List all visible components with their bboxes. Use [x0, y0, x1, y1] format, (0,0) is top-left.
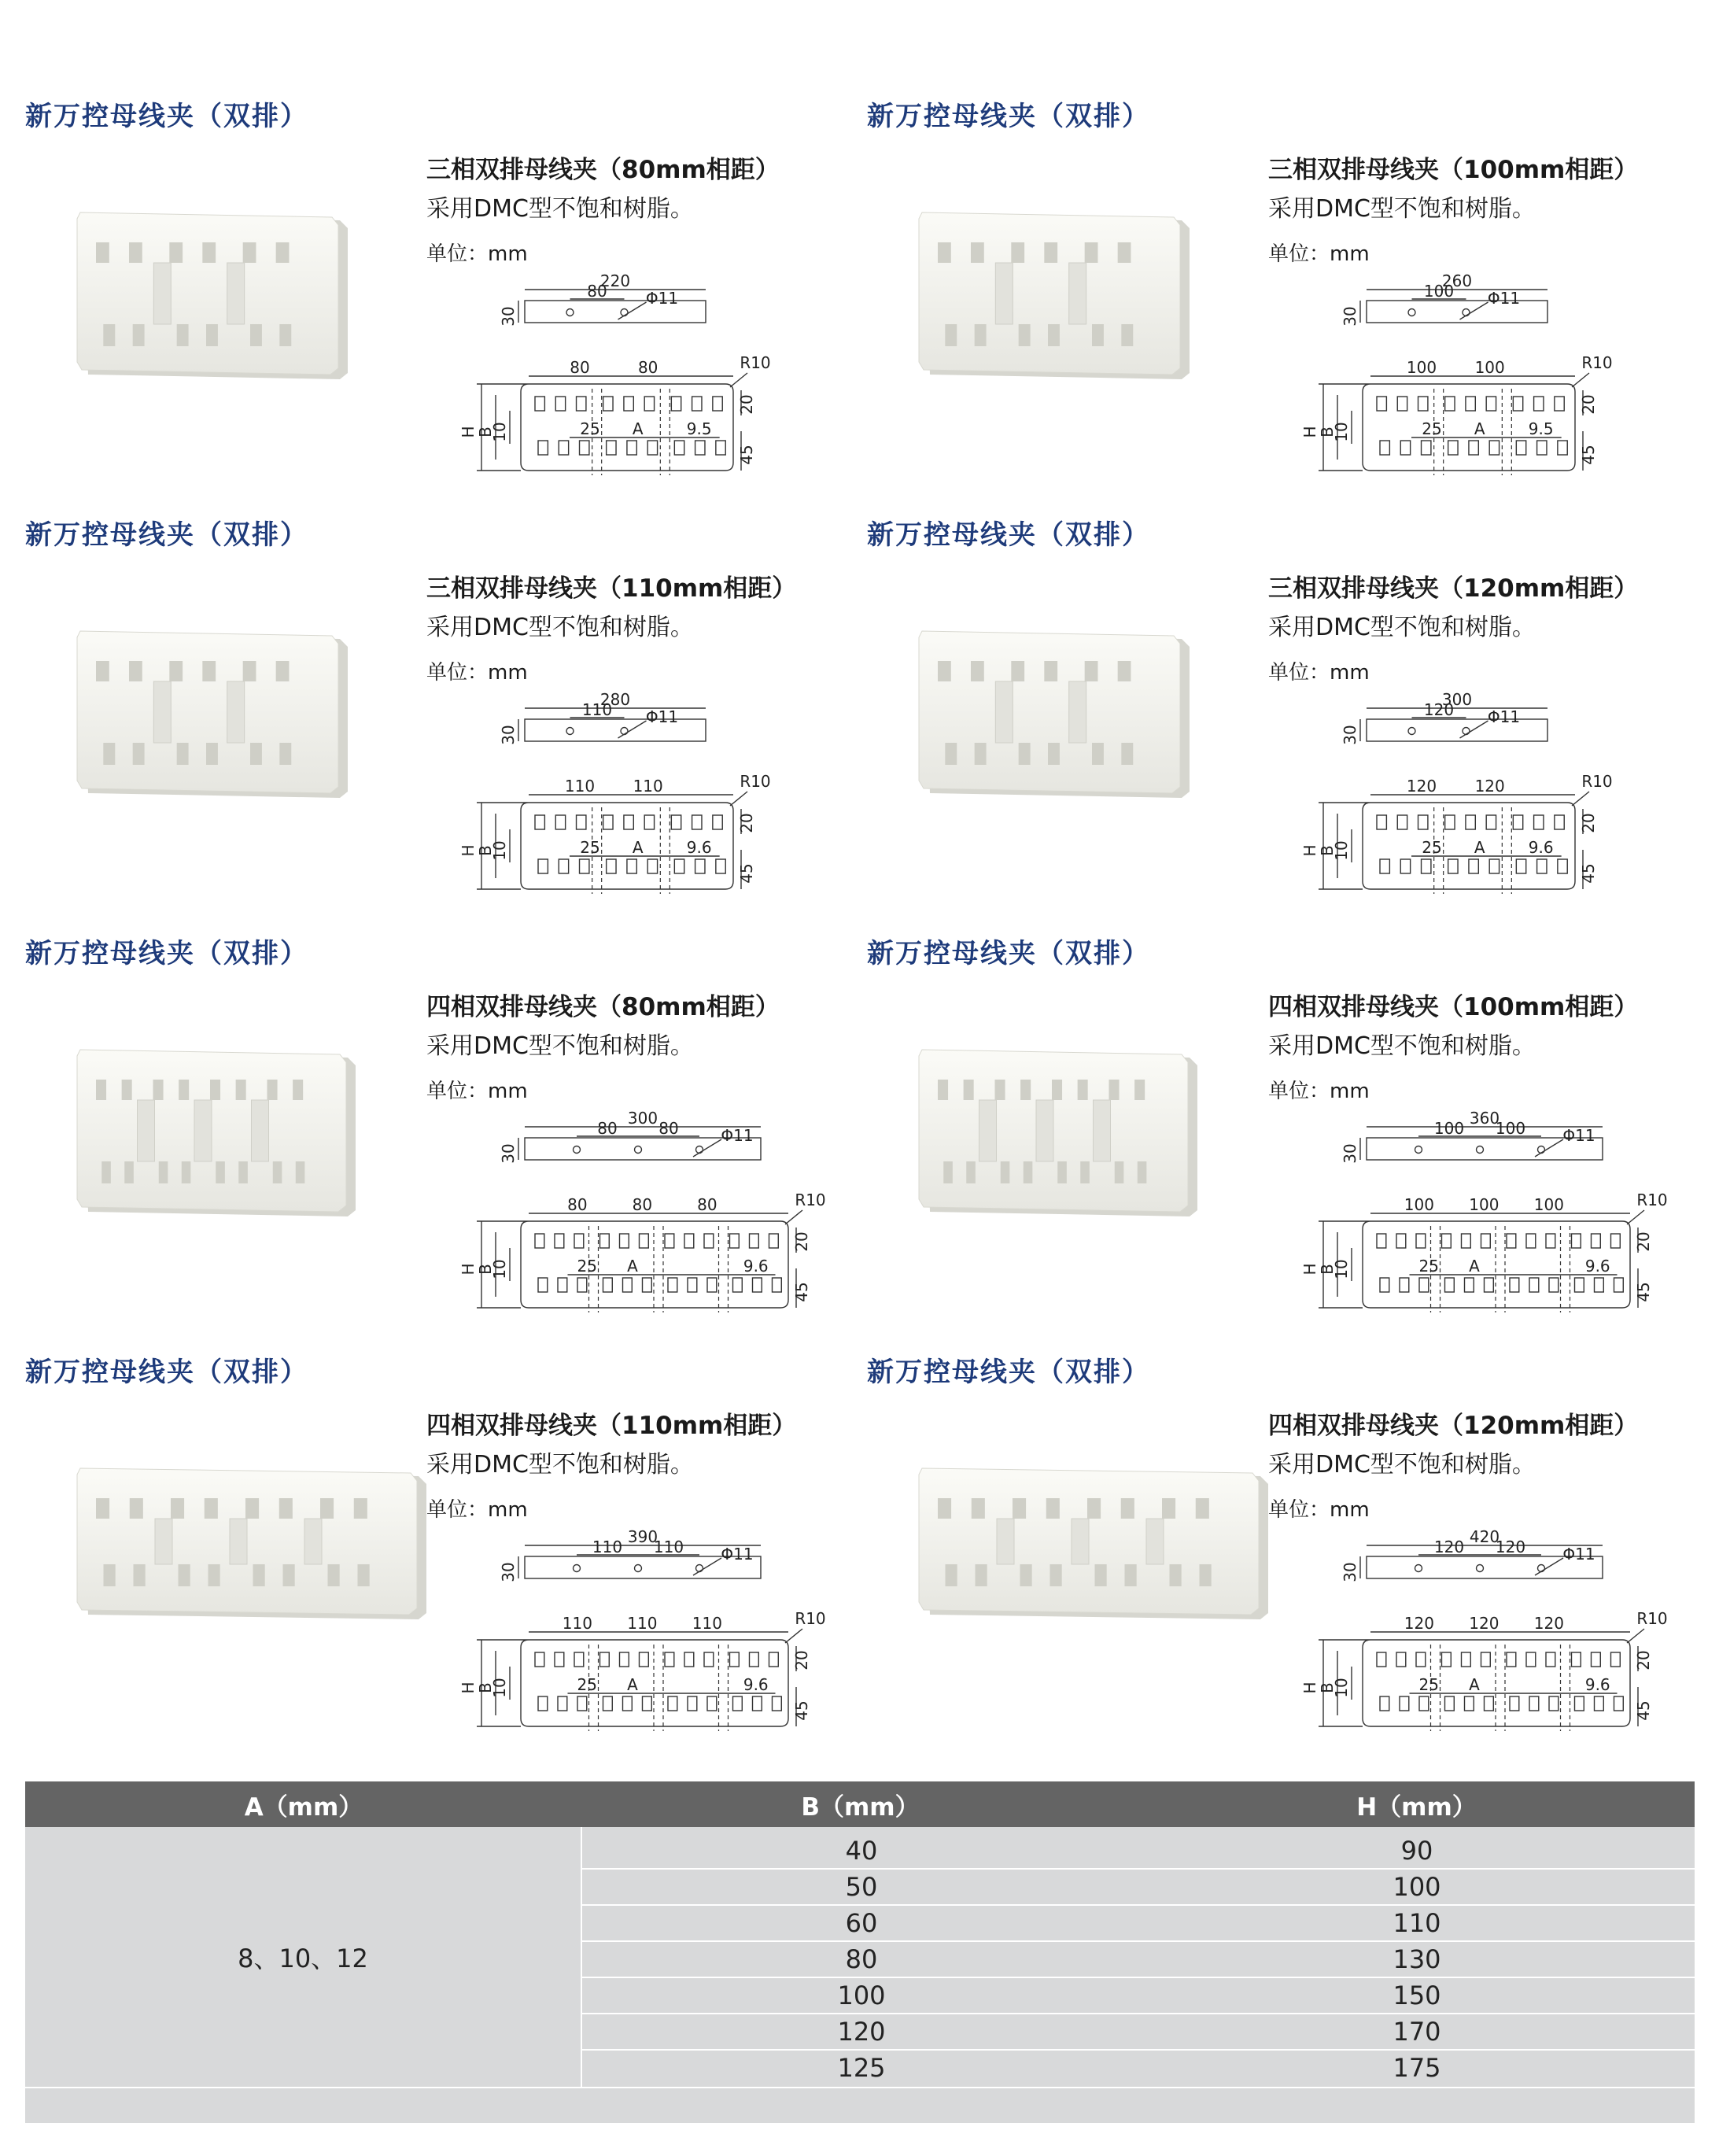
dim-spacing-front: 80 — [632, 1195, 653, 1214]
clamp-photo — [72, 623, 356, 804]
dim-h: H — [459, 844, 478, 857]
product-description: 采用DMC型不饱和树脂。 — [1268, 614, 1536, 641]
dim-45: 45 — [1579, 863, 1598, 884]
dim-spacing-front: 100 — [1533, 1195, 1564, 1214]
product-description: 采用DMC型不饱和树脂。 — [426, 1451, 694, 1479]
dim-spacing-front: 110 — [562, 1614, 592, 1633]
dimension-drawing — [450, 686, 859, 954]
dim-r10: R10 — [740, 353, 771, 372]
dim-30: 30 — [499, 1143, 518, 1164]
dim-spacing: 80 — [658, 1119, 679, 1138]
product-description: 采用DMC型不饱和树脂。 — [1268, 1032, 1536, 1060]
dim-b: B — [476, 845, 495, 856]
dim-9-5: 9.6 — [1528, 838, 1554, 857]
dim-spacing: 120 — [1423, 700, 1455, 719]
section-heading: 新万控母线夹（双排） — [867, 938, 1150, 969]
product-description: 采用DMC型不饱和树脂。 — [1268, 1451, 1536, 1479]
section-heading: 新万控母线夹（双排） — [25, 519, 308, 551]
dim-total: 360 — [1469, 1109, 1500, 1128]
dim-30: 30 — [1341, 725, 1359, 745]
dim-r10: R10 — [795, 1609, 826, 1628]
dim-45: 45 — [737, 445, 756, 465]
product-photo — [72, 205, 356, 389]
dim-spacing-front: 120 — [1406, 777, 1437, 796]
spec-table — [25, 1781, 1695, 2123]
dim-30: 30 — [499, 306, 518, 327]
dim-hole: Φ11 — [721, 1545, 754, 1563]
dim-a: A — [1474, 838, 1485, 857]
dim-spacing-front: 100 — [1469, 1195, 1500, 1214]
drawing-container — [450, 686, 859, 957]
dimension-drawing — [450, 1105, 859, 1372]
spec-table-header — [25, 1781, 1695, 1827]
product-title: 四相双排母线夹（80mm相距） — [426, 993, 780, 1021]
dim-hole: Φ11 — [645, 707, 679, 726]
dim-spacing-front: 80 — [637, 358, 658, 377]
dim-r10: R10 — [1636, 1609, 1668, 1628]
dim-total: 390 — [627, 1527, 658, 1546]
dim-30: 30 — [1341, 1143, 1359, 1164]
dim-h: H — [459, 426, 478, 438]
dim-20: 20 — [737, 394, 756, 415]
dim-total: 260 — [1441, 271, 1473, 290]
cell-h: 175 — [1393, 2053, 1441, 2083]
product-photo — [72, 1460, 434, 1629]
dim-spacing-front: 120 — [1533, 1614, 1564, 1633]
product-photo — [72, 1042, 363, 1226]
dim-25: 25 — [1418, 1675, 1439, 1694]
dim-spacing: 100 — [1433, 1119, 1465, 1138]
dim-10: 10 — [490, 840, 509, 861]
dim-spacing-front: 110 — [627, 1614, 658, 1633]
drawing-container — [1292, 1105, 1701, 1375]
dim-10: 10 — [1332, 1678, 1351, 1698]
dim-9-5: 9.6 — [743, 1257, 769, 1276]
dim-hole: Φ11 — [1487, 289, 1521, 308]
dim-45: 45 — [737, 863, 756, 884]
unit-label: 单位：mm — [426, 661, 528, 685]
dimension-drawing — [450, 1523, 859, 1791]
clamp-photo — [72, 205, 356, 386]
dim-spacing: 100 — [1495, 1119, 1526, 1138]
drawing-container — [450, 268, 859, 538]
dim-25: 25 — [577, 1675, 597, 1694]
dim-10: 10 — [1332, 422, 1351, 442]
row-divider — [582, 1940, 1695, 1942]
cell-b: 40 — [845, 1836, 878, 1866]
cell-b: 125 — [837, 2053, 886, 2083]
dim-20: 20 — [792, 1650, 811, 1671]
dim-r10: R10 — [740, 772, 771, 791]
dim-total: 420 — [1469, 1527, 1500, 1546]
dim-45: 45 — [1634, 1700, 1653, 1721]
cell-b: 50 — [845, 1872, 878, 1902]
product-description: 采用DMC型不饱和树脂。 — [1268, 195, 1536, 223]
product-title: 三相双排母线夹（120mm相距） — [1268, 574, 1639, 603]
dim-spacing-front: 120 — [1469, 1614, 1500, 1633]
product-title: 四相双排母线夹（120mm相距） — [1268, 1412, 1639, 1440]
product-block — [25, 94, 859, 504]
spec-table-body — [25, 1827, 1695, 2087]
dim-25: 25 — [577, 1257, 597, 1276]
dim-45: 45 — [1579, 445, 1598, 465]
dim-9-5: 9.5 — [1528, 419, 1554, 438]
drawing-container — [450, 1105, 859, 1375]
product-description: 采用DMC型不饱和树脂。 — [426, 195, 694, 223]
header-a: A（mm） — [244, 1792, 363, 1822]
clamp-photo — [914, 1042, 1205, 1223]
section-heading: 新万控母线夹（双排） — [25, 938, 308, 969]
dim-total: 300 — [1441, 690, 1473, 709]
dim-20: 20 — [792, 1231, 811, 1252]
dim-spacing-front: 120 — [1474, 777, 1505, 796]
cell-h: 100 — [1393, 1872, 1441, 1902]
dim-9-5: 9.5 — [686, 419, 712, 438]
product-block — [867, 513, 1701, 922]
dim-b: B — [1318, 426, 1337, 437]
dim-20: 20 — [1579, 394, 1598, 415]
dim-b: B — [1318, 1264, 1337, 1275]
product-title: 三相双排母线夹（80mm相距） — [426, 156, 780, 184]
dim-h: H — [1300, 844, 1319, 857]
dim-20: 20 — [1634, 1231, 1653, 1252]
section-heading: 新万控母线夹（双排） — [867, 1357, 1150, 1388]
dimension-drawing — [1292, 268, 1701, 535]
product-title: 三相双排母线夹（110mm相距） — [426, 574, 797, 603]
dim-spacing-front: 100 — [1406, 358, 1437, 377]
dim-r10: R10 — [795, 1191, 826, 1209]
dim-spacing-front: 80 — [697, 1195, 717, 1214]
cell-h: 90 — [1400, 1836, 1433, 1866]
dimension-drawing — [450, 268, 859, 535]
dim-spacing-front: 110 — [692, 1614, 722, 1633]
dim-spacing: 80 — [597, 1119, 618, 1138]
dim-a: A — [1469, 1675, 1480, 1694]
clamp-photo — [914, 623, 1197, 804]
product-photo — [914, 623, 1197, 807]
dim-9-5: 9.6 — [743, 1675, 769, 1694]
dim-20: 20 — [1634, 1650, 1653, 1671]
clamp-photo — [914, 1460, 1276, 1626]
product-block — [25, 513, 859, 922]
product-photo — [914, 1460, 1276, 1629]
drawing-container — [1292, 268, 1701, 538]
drawing-container — [1292, 1523, 1701, 1794]
dim-spacing-front: 120 — [1404, 1614, 1434, 1633]
dim-25: 25 — [580, 838, 600, 857]
dim-spacing: 100 — [1423, 282, 1455, 301]
dim-10: 10 — [490, 1678, 509, 1698]
cell-h: 130 — [1393, 1944, 1441, 1974]
dim-30: 30 — [1341, 1562, 1359, 1582]
product-photo — [914, 1042, 1205, 1226]
dim-total: 300 — [627, 1109, 658, 1128]
dimension-drawing — [1292, 686, 1701, 954]
dim-a: A — [632, 419, 644, 438]
dim-r10: R10 — [1636, 1191, 1668, 1209]
dim-25: 25 — [1422, 838, 1442, 857]
dim-spacing: 120 — [1433, 1538, 1465, 1556]
dim-10: 10 — [490, 422, 509, 442]
unit-label: 单位：mm — [1268, 1498, 1370, 1522]
dim-45: 45 — [1634, 1282, 1653, 1302]
cell-b: 100 — [837, 1981, 886, 2010]
dim-hole: Φ11 — [645, 289, 679, 308]
cell-h: 110 — [1393, 1908, 1441, 1938]
product-block — [25, 1350, 859, 1759]
product-title: 三相双排母线夹（100mm相距） — [1268, 156, 1639, 184]
dim-20: 20 — [1579, 813, 1598, 833]
row-divider — [582, 1904, 1695, 1906]
dim-hole: Φ11 — [1562, 1545, 1595, 1563]
dim-r10: R10 — [1581, 353, 1613, 372]
dim-25: 25 — [1418, 1257, 1439, 1276]
header-b: B（mm） — [801, 1792, 920, 1822]
dim-spacing-front: 80 — [567, 1195, 588, 1214]
dim-a: A — [627, 1257, 638, 1276]
product-block — [867, 1350, 1701, 1759]
product-block — [867, 932, 1701, 1341]
dim-h: H — [459, 1263, 478, 1276]
section-heading: 新万控母线夹（双排） — [867, 101, 1150, 132]
cell-b: 120 — [837, 2017, 886, 2047]
dim-spacing: 110 — [653, 1538, 684, 1556]
cell-h: 170 — [1393, 2017, 1441, 2047]
drawing-container — [450, 1523, 859, 1794]
column-divider — [581, 1827, 582, 2087]
product-block — [867, 94, 1701, 504]
spec-table-footer — [25, 2087, 1695, 2123]
dim-30: 30 — [1341, 306, 1359, 327]
dim-hole: Φ11 — [1562, 1126, 1595, 1145]
dim-r10: R10 — [1581, 772, 1613, 791]
dimension-drawing — [1292, 1523, 1701, 1791]
dim-hole: Φ11 — [721, 1126, 754, 1145]
section-heading: 新万控母线夹（双排） — [25, 101, 308, 132]
clamp-photo — [72, 1460, 434, 1626]
unit-label: 单位：mm — [426, 1080, 528, 1103]
dim-10: 10 — [1332, 840, 1351, 861]
dim-b: B — [476, 1682, 495, 1693]
dim-a: A — [632, 838, 644, 857]
dim-25: 25 — [1422, 419, 1442, 438]
section-heading: 新万控母线夹（双排） — [867, 519, 1150, 551]
unit-label: 单位：mm — [426, 242, 528, 266]
product-title: 四相双排母线夹（110mm相距） — [426, 1412, 797, 1440]
clamp-photo — [72, 1042, 363, 1223]
dim-10: 10 — [490, 1259, 509, 1279]
dim-spacing-front: 110 — [564, 777, 596, 796]
dim-h: H — [1300, 426, 1319, 438]
row-divider — [582, 1868, 1695, 1870]
dim-10: 10 — [1332, 1259, 1351, 1279]
dim-spacing-front: 100 — [1404, 1195, 1434, 1214]
dim-20: 20 — [737, 813, 756, 833]
unit-label: 单位：mm — [1268, 661, 1370, 685]
product-description: 采用DMC型不饱和树脂。 — [426, 614, 694, 641]
dim-b: B — [476, 1264, 495, 1275]
dim-hole: Φ11 — [1487, 707, 1521, 726]
cell-h: 150 — [1393, 1981, 1441, 2010]
product-block — [25, 932, 859, 1341]
section-heading: 新万控母线夹（双排） — [25, 1357, 308, 1388]
dim-a: A — [1474, 419, 1485, 438]
dim-b: B — [476, 426, 495, 437]
dim-30: 30 — [499, 725, 518, 745]
dim-25: 25 — [580, 419, 600, 438]
unit-label: 单位：mm — [1268, 242, 1370, 266]
drawing-container — [1292, 686, 1701, 957]
dim-b: B — [1318, 845, 1337, 856]
product-photo — [72, 623, 356, 807]
dim-h: H — [1300, 1682, 1319, 1694]
dim-30: 30 — [499, 1562, 518, 1582]
header-h: H（mm） — [1356, 1792, 1477, 1822]
unit-label: 单位：mm — [426, 1498, 528, 1522]
row-divider — [582, 2013, 1695, 2014]
dim-45: 45 — [792, 1700, 811, 1721]
clamp-photo — [914, 205, 1197, 386]
dim-spacing-front: 100 — [1474, 358, 1505, 377]
unit-label: 单位：mm — [1268, 1080, 1370, 1103]
row-divider — [582, 1977, 1695, 1978]
dim-9-5: 9.6 — [1584, 1675, 1610, 1694]
product-title: 四相双排母线夹（100mm相距） — [1268, 993, 1639, 1021]
dim-spacing-front: 110 — [633, 777, 663, 796]
dim-spacing: 110 — [592, 1538, 623, 1556]
dim-9-5: 9.6 — [1584, 1257, 1610, 1276]
cell-a-value: 8、10、12 — [238, 1944, 368, 1973]
dim-a: A — [627, 1675, 638, 1694]
dim-spacing: 120 — [1495, 1538, 1526, 1556]
dim-total: 280 — [599, 690, 631, 709]
dim-spacing-front: 80 — [570, 358, 590, 377]
dim-a: A — [1469, 1257, 1480, 1276]
dim-b: B — [1318, 1682, 1337, 1693]
dim-spacing: 110 — [581, 700, 613, 719]
dim-h: H — [1300, 1263, 1319, 1276]
cell-b: 60 — [845, 1908, 878, 1938]
dim-45: 45 — [792, 1282, 811, 1302]
product-description: 采用DMC型不饱和树脂。 — [426, 1032, 694, 1060]
product-photo — [914, 205, 1197, 389]
dim-h: H — [459, 1682, 478, 1694]
row-divider — [582, 2049, 1695, 2051]
dimension-drawing — [1292, 1105, 1701, 1372]
dim-9-5: 9.6 — [686, 838, 712, 857]
dim-spacing: 80 — [587, 282, 607, 301]
dim-total: 220 — [599, 271, 631, 290]
cell-b: 80 — [845, 1944, 878, 1974]
